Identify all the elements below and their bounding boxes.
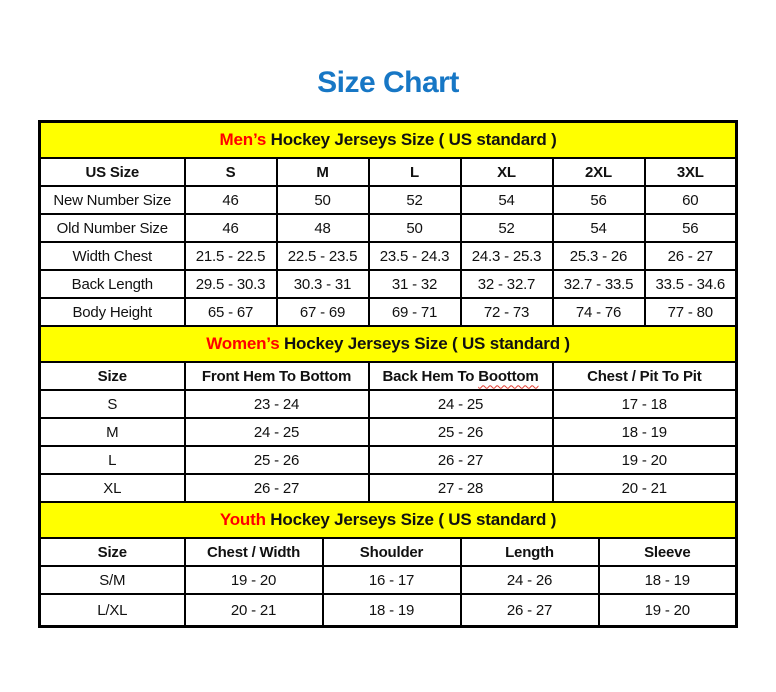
value-cell: 22.5 - 23.5 <box>277 242 369 270</box>
column-header-text: Back Hem To <box>382 367 479 385</box>
womens-section-band-text: Hockey Jerseys Size ( US standard ) <box>279 334 570 353</box>
table-row <box>40 242 737 270</box>
mens-header-row <box>40 158 737 186</box>
column-header-cell: Chest / Pit To Pit <box>553 362 737 390</box>
column-header-cell <box>369 362 553 390</box>
column-header-cell: Length <box>461 538 599 566</box>
table-row <box>40 418 737 446</box>
womens-section-name: Women’s <box>206 334 280 353</box>
value-cell: 20 - 21 <box>553 474 737 502</box>
value-cell: 46 <box>185 214 277 242</box>
column-header-cell: Size <box>40 538 185 566</box>
table-row <box>40 566 737 594</box>
value-cell: 25 - 26 <box>185 446 369 474</box>
value-cell: 26 - 27 <box>461 594 599 627</box>
mens-section-band-row <box>40 122 737 159</box>
value-cell: 72 - 73 <box>461 298 553 326</box>
value-cell: 77 - 80 <box>645 298 737 326</box>
value-cell: 29.5 - 30.3 <box>185 270 277 298</box>
youth-section-band-text: Hockey Jerseys Size ( US standard ) <box>265 510 557 529</box>
page-title: Size Chart <box>317 66 459 99</box>
youth-section-name: Youth <box>219 510 266 529</box>
misspelled-word: Boottom <box>478 367 539 385</box>
value-cell: 48 <box>277 214 369 242</box>
value-cell: 56 <box>645 214 737 242</box>
row-label-cell: L/XL <box>40 594 185 627</box>
mens-section-band-text: Hockey Jerseys Size ( US standard ) <box>266 130 557 149</box>
column-header-cell: S <box>185 158 277 186</box>
value-cell: 56 <box>553 186 645 214</box>
value-cell: 25 - 26 <box>369 418 553 446</box>
row-label-cell: Body Height <box>40 298 185 326</box>
value-cell: 23.5 - 24.3 <box>369 242 461 270</box>
table-row <box>40 186 737 214</box>
value-cell: 20 - 21 <box>185 594 323 627</box>
value-cell: 25.3 - 26 <box>553 242 645 270</box>
value-cell: 21.5 - 22.5 <box>185 242 277 270</box>
table-row <box>40 214 737 242</box>
value-cell: 52 <box>369 186 461 214</box>
column-header-cell: Chest / Width <box>185 538 323 566</box>
womens-section-band-row <box>40 326 737 362</box>
table-row <box>40 446 737 474</box>
value-cell: 65 - 67 <box>185 298 277 326</box>
table-row <box>40 298 737 326</box>
value-cell: 17 - 18 <box>553 390 737 418</box>
row-label-cell: S <box>40 390 185 418</box>
column-header-cell: Shoulder <box>323 538 461 566</box>
value-cell: 26 - 27 <box>645 242 737 270</box>
youth-header-row <box>40 538 737 566</box>
value-cell: 26 - 27 <box>369 446 553 474</box>
value-cell: 74 - 76 <box>553 298 645 326</box>
value-cell: 54 <box>553 214 645 242</box>
value-cell: 33.5 - 34.6 <box>645 270 737 298</box>
row-label-cell: New Number Size <box>40 186 185 214</box>
value-cell: 27 - 28 <box>369 474 553 502</box>
value-cell: 19 - 20 <box>185 566 323 594</box>
value-cell: 24 - 25 <box>185 418 369 446</box>
size-chart-table <box>38 120 738 628</box>
value-cell: 31 - 32 <box>369 270 461 298</box>
youth-section-band <box>40 502 737 538</box>
column-header-cell: Size <box>40 362 185 390</box>
value-cell: 24.3 - 25.3 <box>461 242 553 270</box>
youth-section-band-row <box>40 502 737 538</box>
value-cell: 60 <box>645 186 737 214</box>
table-row <box>40 270 737 298</box>
value-cell: 32 - 32.7 <box>461 270 553 298</box>
table-row <box>40 594 737 627</box>
value-cell: 24 - 25 <box>369 390 553 418</box>
value-cell: 19 - 20 <box>599 594 737 627</box>
value-cell: 18 - 19 <box>599 566 737 594</box>
column-header-cell: 3XL <box>645 158 737 186</box>
row-label-cell: L <box>40 446 185 474</box>
value-cell: 19 - 20 <box>553 446 737 474</box>
table-row <box>40 390 737 418</box>
mens-section-name: Men’s <box>219 130 267 149</box>
column-header-cell: L <box>369 158 461 186</box>
row-label-cell: S/M <box>40 566 185 594</box>
row-label-cell: Back Length <box>40 270 185 298</box>
column-header-cell: XL <box>461 158 553 186</box>
value-cell: 16 - 17 <box>323 566 461 594</box>
row-label-cell: Width Chest <box>40 242 185 270</box>
value-cell: 18 - 19 <box>323 594 461 627</box>
value-cell: 54 <box>461 186 553 214</box>
value-cell: 50 <box>277 186 369 214</box>
value-cell: 30.3 - 31 <box>277 270 369 298</box>
value-cell: 67 - 69 <box>277 298 369 326</box>
value-cell: 50 <box>369 214 461 242</box>
table-row <box>40 474 737 502</box>
womens-header-row <box>40 362 737 390</box>
column-header-cell: Front Hem To Bottom <box>185 362 369 390</box>
value-cell: 69 - 71 <box>369 298 461 326</box>
value-cell: 18 - 19 <box>553 418 737 446</box>
column-header-cell: 2XL <box>553 158 645 186</box>
value-cell: 24 - 26 <box>461 566 599 594</box>
column-header-cell: Sleeve <box>599 538 737 566</box>
value-cell: 52 <box>461 214 553 242</box>
column-header-cell: M <box>277 158 369 186</box>
mens-section-band <box>40 122 737 159</box>
size-chart <box>38 120 735 628</box>
column-header-cell: US Size <box>40 158 185 186</box>
value-cell: 46 <box>185 186 277 214</box>
value-cell: 26 - 27 <box>185 474 369 502</box>
womens-section-band <box>40 326 737 362</box>
value-cell: 23 - 24 <box>185 390 369 418</box>
row-label-cell: Old Number Size <box>40 214 185 242</box>
row-label-cell: XL <box>40 474 185 502</box>
row-label-cell: M <box>40 418 185 446</box>
value-cell: 32.7 - 33.5 <box>553 270 645 298</box>
